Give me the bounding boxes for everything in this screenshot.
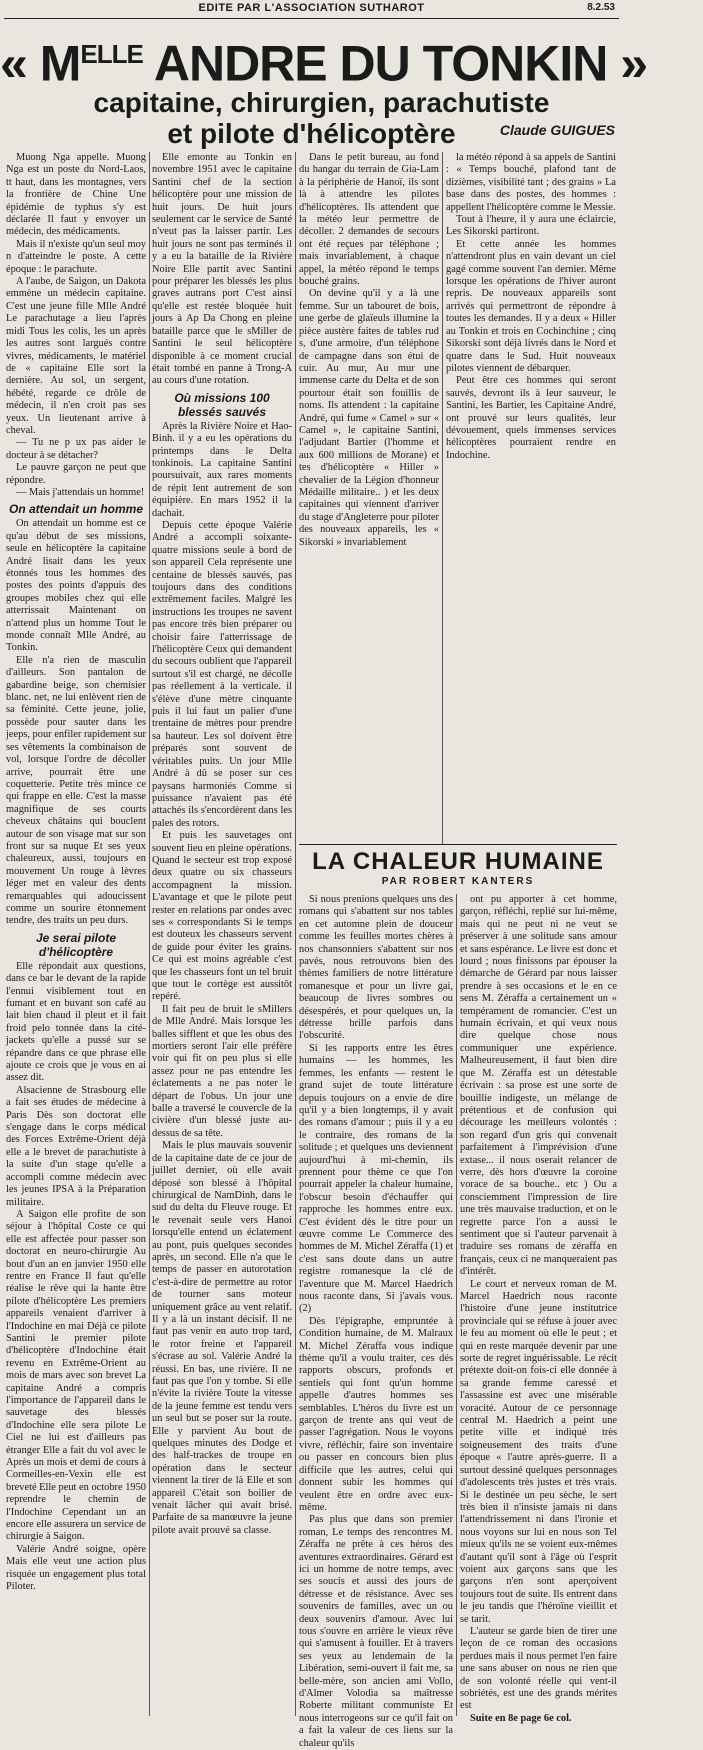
paragraph: Elle répondait aux questions, dans ce bar le devant de la rapide l'ennui visiblement tout en fumant et en buvant son café au lait bien chaud il pleut et il fait froid pelo tonnée dans la cité-jackets qu'elle a pussé sur se répandre dans ce que phrase elle ajoute ce crois que je vous en ai assez dit.	[6, 960, 146, 1084]
article-subhead-2: et pilote d'hélicoptère	[167, 118, 456, 149]
paragraph: On attendait un homme est ce qu'au début de ses missions, seule en hélicoptère la capitaine André lisait dans les yeux étonnés tous les hommes des postes des points d'appuis des groupes mobiles chez qui elle atterrissait Maintenant on n'attend plus un homme Tout le monde connaît Mlle André, au Tonkin.	[6, 518, 146, 654]
column-divider	[295, 152, 296, 1716]
paragraph: Si nous prenions quelques uns des romans qui s'abattent sur nos tables en cet automne plein de douceur comme les feuilles mortes chères à nos chansonniers s'abattent sur nos pavés, nous retrouvons bien des thèmes familiers de notre littérature romanesque et pour un livre gai, beaucoup de livres sombres ou désespérés, et pour quelques un, la détresse brille parfois dans l'obscurité.	[299, 894, 453, 1042]
paragraph: Mais le plus mauvais souvenir de la capitaine date de ce jour de juillet dernier, où elle avait déposé son blessé à l'hôpital chirurgical de NamDinh, dans le sud du delta du Fleuve rouge. Et le revenait seule vers Hanoi lorsqu'elle entend un éclatement au pont, puis quelques secondes après, un second. Elle n'a que le temps de passer en autorotation c'est-à-dire de permettre au rotor de tourner sans moteur uniquement grâce au vent relatif. Il y a là un instant décisif. Il ne faut pas venir en auto trop tard, le rotor freine et l'appareil s'écrase au sol. Valérie André la réussi. En bas, une rivière. Il ne faut pas que l'on y tombe. Si elle n'évite la rivière Toute la vitesse de la jeune femme est tendu vers un seul but se poser sur la route. Elle y parvient Au bout de quelques minutes des Dodge et des half-trackes de troupe en opération dans le secteur viennent la tirer de là Elle et son appareil C'était son boilier de venait lâcher qui avait brisé. Parfaite de sa manœuvre la jeune pilote avait prouvé sa classe.	[152, 1140, 292, 1536]
paragraph: la météo répond à sa appels de Santini : « Temps bouché, plafond tant de dizièmes, visibilité tant ; des grains » La base dans des postes, des hommes : appellent l'hélicoptère comme le Messie.	[446, 152, 616, 213]
article-subhead-1: capitaine, chirurgien, parachutiste	[93, 87, 550, 118]
top-rule	[4, 18, 619, 19]
article-column-3	[299, 152, 439, 844]
paragraph: Pas plus que dans son premier roman, Le temps des rencontres M. Zéraffa ne prête à ces héros des aventures extraordinaires. Gérard est ici un homme de notre temps, avec ses soucis et aussi des jours de détresse et de résistance. Avec ses souvenirs de familles, avec un ou deux souvenirs d'amour. Avec lui tous s'ouvre en arrière le vieux rêve qui s'amusent à fouiller. Et à travers ses yeux au lendemain de la Libération, semi-ouvert il fait me, sa belle-mère, son ancien ami Vollo, d'Almer Volodia sa maîtresse Roberte militant communiste Et nous interrogeons sur ce qu'il fait on a fait la valeur de ces liens sur la chaleur qu'ils	[299, 1514, 453, 1749]
paragraph: On devine qu'il y a là une femme. Sur un tabouret de bois, une gerbe de glaïeuls illumine la pièce austère faites de tables rud s, d'une armoire, d'un téléphone de campagne dans son étui de cuir. Au mur, Au mur une immense carte du Delta et de son pourtour était son fouillis de noms. Ils attendent : la capitaine André, qui fume « Camel » sur « Camel », le capitaine Santini, l'adjudant Bartier (l'homme et aux 600 millions de Morane) et tes d'hélicoptère « Hiller » chevalier de la Légion d'honneur Médaille militaire.. ) et les deux capitaines qui viennent d'arriver du stage d'Angleterre pour piloter des nouveaux appareils, les « Sikorski » invariablement	[299, 288, 439, 548]
paragraph: Depuis cette époque Valérie André a accompli soixante-quatre missions seule à bord de son appareil Cela représente une centaine de blessés sauvés, pas toujours dans des conditions extrêmement faciles. Malgré les instructions les troupes ne savent pas encore très bien préparer ou choisir faire l'atterrissage de l'hélicoptère Ceux qui demandent du secours oublient que l'appareil surtout s'il est chargé, ne décolle pas réellement à la verticale. il s'élève d'une mètre cinquante puis il lui faut un palier d'une trentaine de mètres pour prendre sa hauteur. Les sol doivent être préparés sont souvent de véritables puits. Un jour Mlle André à dû se poser sur ces paysans harmoniés Comme si puissance n'avaient pas été attachés ils s'encordèrent dans les pales des rotors.	[152, 519, 292, 829]
second-article-column-2	[460, 894, 617, 1724]
paragraph: Valérie André soigne, opère Mais elle veut une action plus risquée un engagement plus total Piloter.	[6, 1543, 146, 1593]
paragraph: A Saigon elle profite de son séjour à l'hôpital Coste ce qui elle est affectée pour passer son doctorat en neuro-chirurgie Au bout d'un an en janvier 1950 elle rentre en France Il faut qu'elle réalise le rêve qui la hante être pilote d'hélicoptère Les premiers appareils venaient d'arriver à l'Indochine en mai Déjà ce pilote Santini le premier pilote d'hélicoptère d'Indochine était revenu en Extrême-Orient au mois de mars avec son brevet La capitaine André a compris l'importance de l'appareil dans le sauvetage des blessés d'Indochine elle sera pilote Le Ciel ne lui est d'ailleurs pas étranger Elle a fait du vol avec le Après un mois et demi de cours à Cormeilles-en-Vexin elle est breveté Elle peut en octobre 1950 reprendre le chemin de l'Indochine Cependant un an encore elle assurera un service de chirurgie à Saigon.	[6, 1208, 146, 1543]
paragraph: Peut être ces hommes qui seront sauvés, devront ils à leur sauveur, le Santini, les Bartier, les Capitaine André, ont prouvé sur leurs qualités, leur dévouement, quels immenses services hélicoptères pourraient rendre en Indochine.	[446, 375, 616, 461]
article-column-2	[152, 152, 292, 1716]
paragraph: Alsacienne de Strasbourg elle a fait ses études de médecine à Paris Dès son doctorat elle s'engage dans le corps médical des Forces Extrême-Orient déjà elle a le brevet de parachutiste à la suite d'un stage qu'elle a accompli comme médecin avec les jeunes IPSA à la Préparation militaire.	[6, 1084, 146, 1208]
column-divider	[442, 152, 443, 844]
section-heading: On attendait un homme	[8, 502, 143, 517]
paragraph: — Tu ne p ux pas aider le docteur à se détacher?	[6, 437, 146, 461]
paragraph: Le court et nerveux roman de M. Marcel Haedrich nous raconte l'histoire d'une jeune institutrice provinciale qui se réfuse à jouer avec le feu au moment où elle le peut ; et qui en reste marquée devenir par une sorte de regret inguérissable. Le récit prétexte doit-on fois-ci elle donnée à sa grande femme caressé et l'assassine est avec une misérable voracité. Autour de ce personnage central M. Haedrich a peint une petite ville et indiqué très soigneusement des traits d'une époque « l'autre après-guerre. Il a surtout dessiné quelques personnages d'adolescents très justes et très vrais. Si le destinée un peu sèche, le sert très bien il n'insiste jamais ni dans l'attendrissement ni dans l'ironie et nous voyons sur lui en nous son Tel mieux qu'ils ne se voient eux-mêmes d'autant qu'il sont à l'âge où l'esprit voient aux garçons sans que les garçons n'en sont aperçoivent toujours tout de suite. Ils entrent dans le jeu tandis que l'héroïne vieillit et se tarit.	[460, 1278, 617, 1625]
masthead-publisher: EDITE PAR L'ASSOCIATION SUTHAROT	[198, 2, 425, 14]
paragraph: Et cette année les hommes n'attendront plus en vain devant un ciel gagé comme souvent l'an dernier. Même lorsque les opérations de l'hiver auront repris. De nouveaux appareils sont arrivés qui permettront de répondre à toutes les demandes. Il y a deux « Hiller au Tonkin et trois en Cochinchine ; cinq Sikorski sont déjà livrés dans le Nord et quatre dans le Sud. Huit nouveaux pilotes viennent de débarquer.	[446, 238, 616, 374]
paragraph: ont pu apporter à cet homme, garçon, réfléchi, replié sur lui-même, mais qui ne peut ni ne veut se préserver à une solitude sans amour et sans espérance. Le livre est donc et lourd ; nous finissons par épouser la démarche de Gérard par nous laisser prendre à ses occasions et le en ce sens M. Zéraffa a certainement un « tempérament de romancier. C'est un humain écrivain, et qui veux nous dire quelque chose nous communiquer une expérience. Malheureusement, il faut bien dire que M. Zéraffa est un détestable écrivain : sa prose est une sorte de bouillie indigeste, un mélange de prétentious et de confusion qui décourage les meilleurs volontés : son regard d'un gris qui convenait parfaitement à l'imprévision d'une extase... il nous oserait relancer de verre, dès hors d'œuvre la coroine vorace de sa bouche.. etc ) Ou a consciemment l'impression de lire une très mauvaise traduction, et on le regrette parce l'on a aussi le sentiment que si l'auteur parvenait à traduire ses romans de zéraffa en français, ceux ci ne manqueraient pas d'intérêt.	[460, 894, 617, 1278]
section-heading: Je serai pilote d'hélicoptère	[35, 930, 117, 959]
headline-pre: « M	[0, 35, 81, 92]
paragraph: A l'aube, de Saigon, un Dakota emmène un médecin capitaine. C'est une jeune fille Mlle André Le parachutage a lieu l'après midi Tous les colis, les un après les autres sont largués contre vivres, médicaments, le matériel de « capitaine Elle sort la dernière. Au sol, un sergent, hébété, regarde ce drôle de médecin, il n'en croit pas ses yeux. Un lieutenant arrive à cheval.	[6, 276, 146, 436]
headline-small: ELLE	[80, 39, 143, 69]
second-article-byline: PAR ROBERT KANTERS	[381, 876, 535, 887]
paragraph: L'auteur se garde bien de tirer une leçon de ce roman des occasions perdues mais il nous permet l'en faire une sans abuser on nous ne rien que de son volonté réelle qui vent-il sobriétés, est une des grands mérites est	[460, 1625, 617, 1712]
section-rule	[299, 844, 617, 845]
paragraph: — Mais j'attendais un homme!	[16, 486, 145, 498]
second-article-title: LA CHALEUR HUMAINE	[312, 848, 604, 875]
continuation-note: Suite en 8e page 6e col.	[470, 1712, 572, 1724]
paragraph: Si les rapports entre les êtres humains — les hommes, les femmes, les enfants — restent le grand sujet de toute littérature depuis toujours on a envie de dire qu'il y a bien longtemps, il y avait des romans d'amour ; puis il y a eu le contraire, des romans de la solitude ; et quelques uns deviennent aujourd'hui à mi-chemin, ils prennent pour thème ce que l'on pourrait appeler la chaleur humaine, l'obscur besoin d'échauffer qui rapproche les hommes entre eux. C'est évident dès le titre pour un œuvre comme Le Commerce des hommes de M. Michel Zéraffa (1) et c'est sans doute dans un autre registre romanesque la clé de l'aventure que M. Marcel Haedrich nous raconte dans, Si j'avais vous. (2)	[299, 1042, 453, 1315]
article-headline	[0, 22, 648, 92]
masthead-date: 8.2.53	[587, 2, 615, 13]
column-divider	[456, 894, 457, 1716]
paragraph: Tout à l'heure, il y aura une éclaircie, Les Sikorski partiront.	[446, 214, 616, 238]
paragraph: Dès l'épigraphe, empruntée à Condition humaine, de M. Malraux M. Michel Zéraffa vous indique thème qu'il a voulu traiter, ces dés rapports obscurs, profonds et sentiels qui font qu'un homme appelle d'autres hommes ses semblables. L'héros du livre est un garçon de trente ans qui veut de passer l'agrégation. Nous le voyons vivre, réfléchir, faire son inventaire ou passer en concours bien plus difficile que les autres, celui qui donnent subir les hommes qui veulent être en ordre avec eux-même.	[299, 1315, 453, 1513]
paragraph: Dans le petit bureau, au fond du hangar du terrain de Gia-Lam à la périphérie de Hanoï, ils sont là à attendre les pilotes d'hélicoptères. Ils attendent que la météo leur permettre de décoller. 2 demandes de secours ont été reçues par téléphone ; mais invariablement, à chaque appel, la météo répond le temps bouché grains.	[299, 152, 439, 288]
paragraph: Elle n'a rien de masculin d'ailleurs. Son pantalon de gabardine beige, son chemisier blanc. net, ne lui enlèvent rien de sa féminité. Cette jeune, jolie, possède pour sauter dans les jeeps, pour enfiler rapidement sur ses vêtements la combinaison de vol, lorsque l'ordre de décoller arrive, pourrait être une coquetterie. Petite très mince ce qui frappe en elle. C'est la masse magnifique de ses courts cheveux châtains qui bouclent autour de son visage mat sur son front sur sa nuque Et ses yeux chaleureux, aussi, toujours en mouvement Un rouge à lèvres léger met en valeur des dents remarquables qui adoucissent comme un sourire étonnement tendre, des traits un peu durs.	[6, 654, 146, 927]
column-divider	[149, 152, 150, 1716]
article-author: Claude GUIGUES	[499, 122, 615, 138]
paragraph: Elle emonte au Tonkin en novembre 1951 avec le capitaine Santini chef de la section hélicoptère pour une mission de huit jours. De huit jours seulement car le service de Santé n'veut pas la laisser partir. Les huit jours ne sont pas terminés il y a eu la bataille de la Rivière Noire Elle partit avec Santini pour préparer les blessés les plus graves autrans port C'est ainsi qu'elle est restée bloquée huit jours à Ap Da Chong en pleine bataille parce que le sMiller de Santini le seul hélicoptère disponible à ce moment crucial était tombé en panne à Trong-A au cours d'une rotation.	[152, 152, 292, 387]
article-column-4	[446, 152, 616, 532]
paragraph: Il fait peu de bruit le sMillers de Mlle André. Mais lorsque les balles sifflent et que les obus des mortiers seront l'air elle préfère voir qui fit on peu plus si elle assez pour ne pas entendre les éclatements a ne pas noter le départ de l'obus. Un jour une balle a traversé le couvercle de la civière d'un blessé juste au-dessus de sa tête.	[152, 1003, 292, 1139]
article-column-1	[6, 152, 146, 1716]
paragraph: Et puis les sauvetages ont souvent lieu en pleine opérations. Quand le secteur est trop exposé deux quatre ou six chasseurs accompagnent la mission. L'avantage et que le pilote peut rester en relations par ondes avec ses « correspondants Si le temps est douteux les chasseurs servent de guide pour éviter les grains. Ce qui est moins agréable c'est que les chasseurs font un tel bruit que tout le cortège est aussitôt repéré.	[152, 830, 292, 1003]
paragraph: Mais il n'existe qu'un seul moy n d'atteindre le poste. A cette époque : le parachute.	[6, 238, 146, 275]
paragraph: Après la Rivière Noire et Hao-Binh. il y a eu les opérations du printemps dans le Delta tonkinois. La capitaine Santini poursuivait, aux rares moments de répit lent autrement de son équipière. En mars 1952 il la dachait.	[152, 420, 292, 519]
second-article-column-1	[299, 894, 453, 1749]
headline-main: ANDRE DU TONKIN »	[142, 35, 648, 92]
paragraph: Le pauvre garçon ne peut que répondre.	[6, 462, 146, 486]
masthead	[0, 0, 623, 18]
section-heading: Où missions 100 blessés sauvés	[174, 390, 270, 419]
paragraph: Muong Nga appelle. Muong Nga est un poste du Nord-Laos, tt haut, dans les montagnes, vers la frontière de Chine Une épidémie de typhus s'y est déclarée Il faut y envoyer un médecin, des médicaments.	[6, 152, 146, 238]
